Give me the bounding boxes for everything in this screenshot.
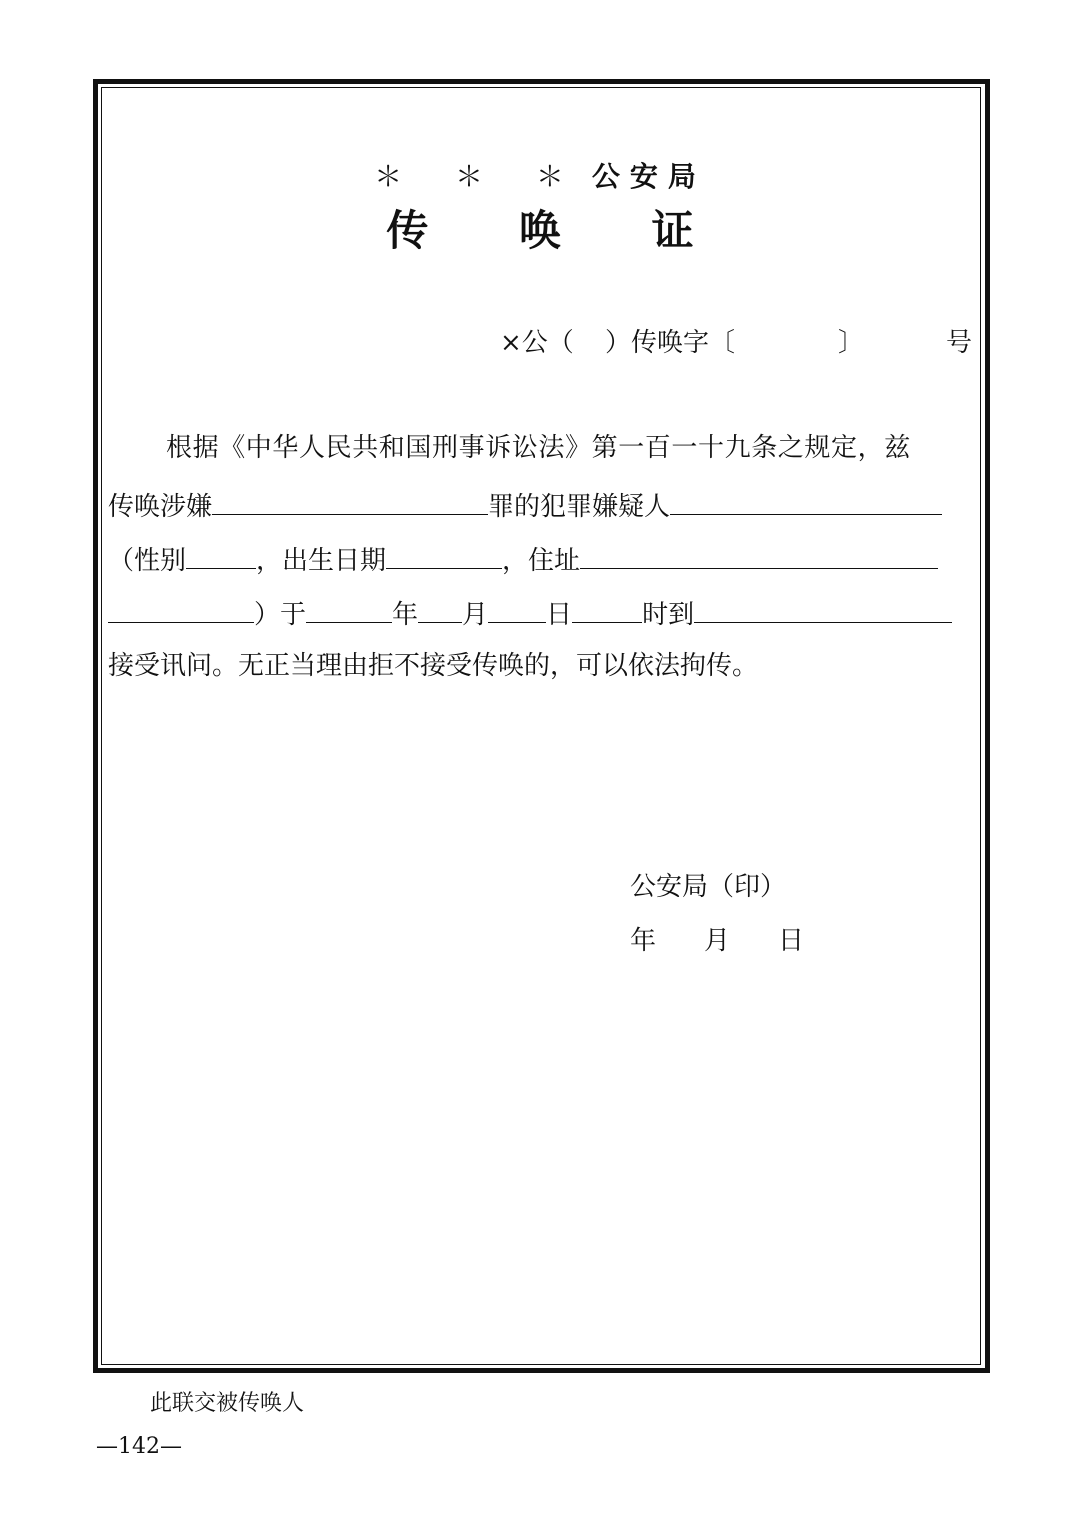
birth-date-field[interactable] <box>386 540 502 569</box>
copy-note: 此联交被传唤人 <box>150 1391 305 1416</box>
at-label: ）于 <box>254 600 307 630</box>
crime-name-field[interactable] <box>212 486 488 515</box>
body-line-5: 接受讯问。无正当理由拒不接受传唤的，可以依法拘传。 <box>108 651 759 681</box>
signature-date-year: 年 <box>630 926 657 956</box>
doc-number-close-bracket: 〕 <box>838 328 865 358</box>
body-line-4 <box>108 594 952 633</box>
address-label: ，住址 <box>502 546 581 576</box>
address-field[interactable] <box>580 540 938 569</box>
location-field[interactable] <box>694 594 952 623</box>
suspect-label: 罪的犯罪嫌疑人 <box>488 492 671 522</box>
day-field[interactable] <box>488 594 546 623</box>
document-inner-border <box>101 87 981 1365</box>
document-title: 传 唤 证 <box>386 206 732 255</box>
address-continued-field[interactable] <box>108 594 254 623</box>
page-number: —142— <box>96 1434 182 1459</box>
signature-date-month: 月 <box>704 926 731 956</box>
suspected-label: 传唤涉嫌 <box>108 492 213 522</box>
birth-date-label: ，出生日期 <box>256 546 387 576</box>
doc-number-suffix: 号 <box>946 328 973 358</box>
suspect-name-field[interactable] <box>670 486 942 515</box>
seal-label: 公安局（印） <box>630 872 787 902</box>
agency-name: 公安局 <box>591 160 706 193</box>
hour-label: 时到 <box>642 600 695 630</box>
doc-number-prefix: ×公（ <box>500 328 574 358</box>
doc-number-middle: ）传唤字〔 <box>605 328 736 358</box>
gender-field[interactable] <box>186 540 256 569</box>
signature-date-day: 日 <box>778 926 805 956</box>
issuing-agency <box>0 155 1080 195</box>
year-field[interactable] <box>306 594 392 623</box>
agency-placeholder-stars: ＊ ＊ ＊ <box>374 160 586 193</box>
day-label: 日 <box>546 600 573 630</box>
body-line-1: 根据《中华人民共和国刑事诉讼法》第一百一十九条之规定，兹 <box>166 433 911 463</box>
body-line-3 <box>108 540 938 579</box>
year-label: 年 <box>392 600 419 630</box>
hour-field[interactable] <box>572 594 642 623</box>
body-line-2 <box>108 486 942 525</box>
gender-label: （性别 <box>108 546 187 576</box>
month-label: 月 <box>462 600 489 630</box>
month-field[interactable] <box>418 594 462 623</box>
